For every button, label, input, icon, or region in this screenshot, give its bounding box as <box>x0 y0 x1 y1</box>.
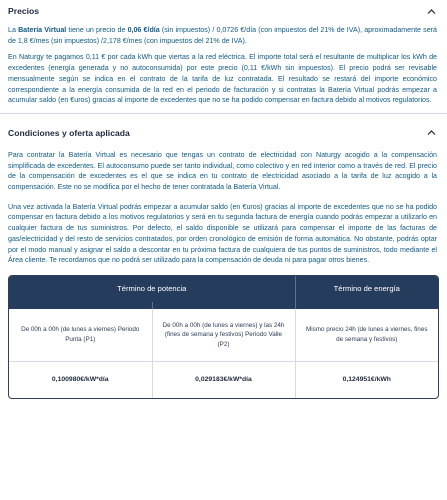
section-precios <box>0 0 447 114</box>
condiciones-paragraph-2: Una vez activada la Batería Virtual podrás empezar a acumular saldo (en €uros) gracias al importe de excedentes que no se ha podido compensar en factura debido a los motivos regulatorios y será en tu segunda factura de energía cuando podrás empezar a utilizarlo en cualquier factura de tus suministros. Por defecto, el saldo disponible se utilizará para compensar el importe de las facturas de gas/electricidad y del resto de servicios contratados, por orden cronológico de emisión de forma automática. No obstante, podrás optar por el modo manual y asignar el saldo a descontar en tu próxima factura de cualquiera de tus puntos de suministros, todo mediante el Área cliente. Te recordamos que no podrá ser utilizado para la compensación de deuda ni para pagar otros bienes. <box>8 202 437 265</box>
cell-price-energia: 0,124951€/kWh <box>342 376 391 384</box>
precios-title: Precios <box>8 6 40 16</box>
header-spacer <box>9 302 152 309</box>
chevron-up-icon[interactable] <box>426 127 437 138</box>
condiciones-title: Condiciones y oferta aplicada <box>8 127 130 138</box>
precios-paragraph-2: En Naturgy te pagamos 0,11 € por cada kWh que viertas a la red eléctrica. El importe total será el resultante de multiplicar los kWh de excedentes (energía generada y no autoconsumida) por este precio (0,11 €/kWh sin impuestos). El precio podrá ser revisable mensualmente según se indica en el contrato de la tarifa de luz contratada. El resultado se restará del importe económico correspondiente a la energía consumida de la red en el periodo de facturación y si contratas la Batería Virtual podrás empezar a acumular saldo (en €uros) gracias al importe de excedentes que no se ha podido compensar en factura debido al motivos regulatorios. <box>8 53 437 105</box>
cell-desc-p1: De 00h a 00h (de lunes a viernes) Periodo Punta (P1) <box>9 309 152 362</box>
chevron-up-icon[interactable] <box>426 6 437 17</box>
table-row <box>9 361 438 398</box>
tariff-table <box>8 275 439 399</box>
cell-desc-energia: Mismo precio 24h (de lunes a viernes, fines de semana y festivos) <box>295 309 438 362</box>
cell-desc-p2: De 00h a 00h (de lunes a viernes) y las 24h (fines de semana y festivos) Periodo Valle (P2) <box>152 309 295 362</box>
precios-paragraph-1: La Batería Virtual tiene un precio de 0,06 €/día (sin impuestos) / 0,0726 €/día (con impuestos del 21% de IVA), aproximadamente será de 1,8 €/mes (sin impuestos) /2,178 €/mes (con impuestos del 21% de IVA). <box>8 26 437 45</box>
condiciones-body <box>0 146 447 266</box>
bateria-virtual-strong: Batería Virtual <box>18 26 67 34</box>
header-termino-potencia: Término de potencia <box>9 276 295 302</box>
condiciones-paragraph-1: Para contratar la Batería Virtual es necesario que tengas un contrato de electricidad con Naturgy acogido a la compensación simplificada de excedentes. El autoconsumo puede ser tanto individual, como colectivo y en red interior como a través de red. El precio de la compensación de excedentes es el que se indica en tu contrato de electricidad asociado a la tarifa de luz acogido a la compensación. Este no se modifica por el hecho de tener contratada la Batería Virtual. <box>8 150 437 192</box>
cell-price-p1: 0,100980€/kW*día <box>9 361 152 398</box>
header-termino-energia: Término de energía <box>295 276 438 302</box>
daily-price-strong: 0,06 €/día <box>127 26 160 34</box>
section-condiciones <box>0 120 447 399</box>
header-spacer <box>295 302 438 309</box>
condiciones-header[interactable] <box>0 120 447 146</box>
precios-header[interactable] <box>0 0 447 22</box>
cell-price-p2: 0,029183€/kW*día <box>152 361 295 398</box>
header-spacer <box>152 302 295 309</box>
precios-body <box>0 22 447 113</box>
table-row <box>9 309 438 362</box>
